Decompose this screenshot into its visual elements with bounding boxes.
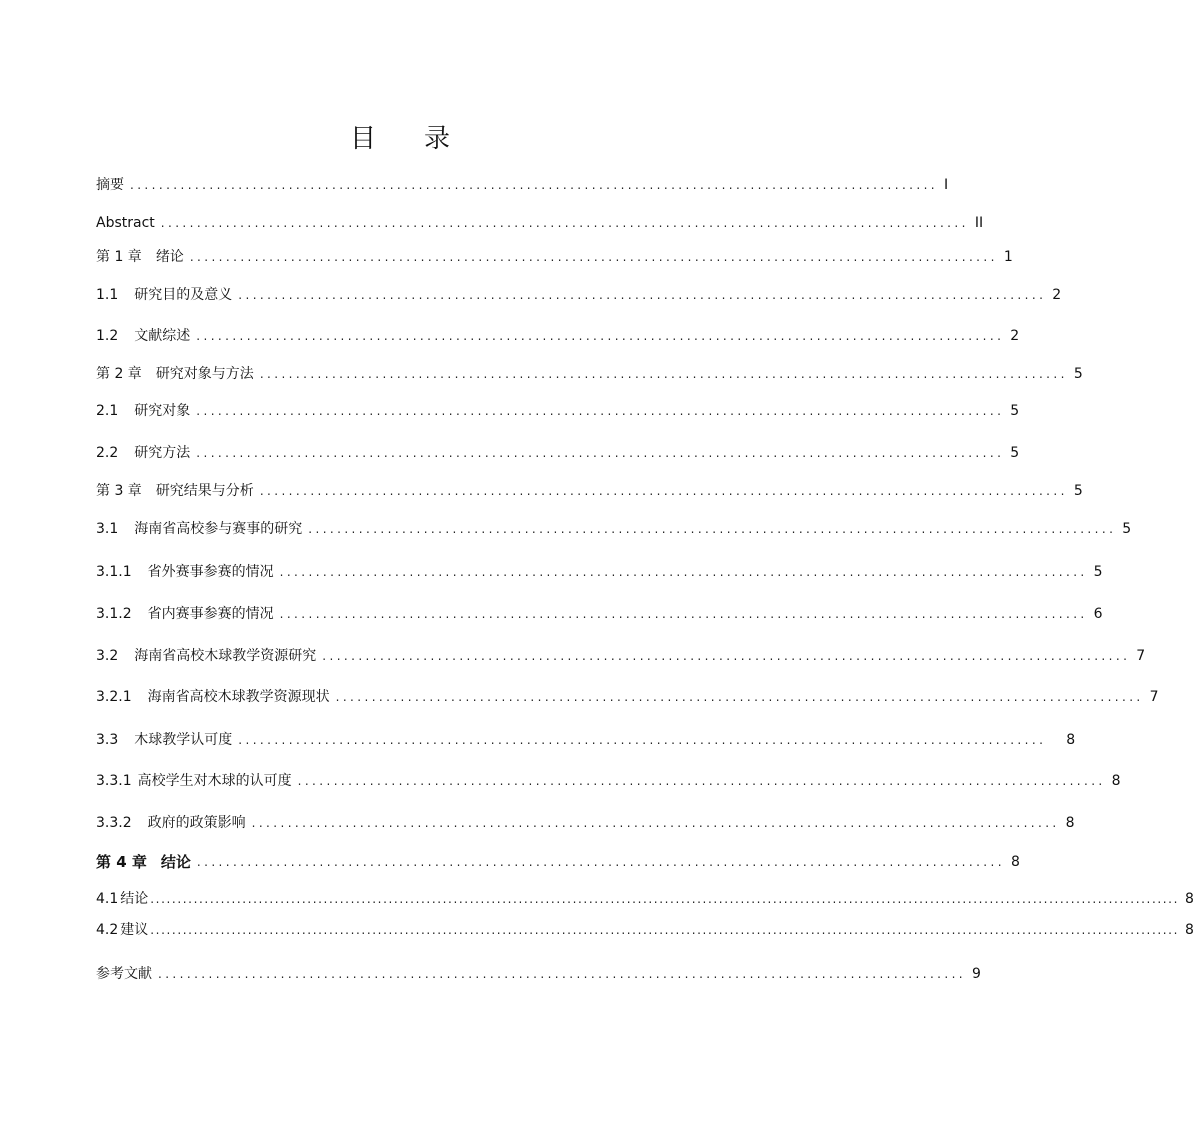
toc-entry-3-2[interactable]: [96, 643, 1146, 665]
toc-entry-text: 文献综述: [134, 328, 191, 344]
toc-entry-1-2[interactable]: [96, 323, 1020, 345]
toc-leader: ..............................................................................................................................................................................................: [150, 892, 1180, 906]
toc-leader: ................................................................................................................: [297, 774, 1106, 788]
toc-leader: ................................................................................................................: [196, 446, 1005, 460]
toc-page-number: 9: [972, 966, 981, 982]
toc-entry-number: 4.2: [96, 922, 119, 938]
toc-leader: ................................................................................................................: [279, 607, 1088, 621]
toc-entry-text: Abstract: [96, 215, 155, 231]
toc-leader: ................................................................................................................: [259, 367, 1068, 381]
toc-entry-text: 高校学生对木球的认可度: [137, 773, 292, 789]
toc-entry-number: 第 1 章: [96, 249, 142, 265]
toc-page-number: II: [974, 215, 984, 231]
toc-entry-3-3-1[interactable]: [96, 768, 1121, 790]
toc-page-number: 2: [1052, 287, 1062, 303]
toc-leader: ................................................................................................................: [335, 690, 1144, 704]
toc-page-number: 5: [1093, 564, 1103, 580]
toc-leader: ................................................................................................................: [158, 967, 967, 981]
toc-entry-text: 绪论: [155, 249, 184, 265]
toc-entry-3-2-1[interactable]: [96, 684, 1159, 706]
toc-page-number: 8: [1185, 922, 1194, 938]
toc-entry-text: 省内赛事参赛的情况: [147, 606, 274, 622]
toc-entry-3-1[interactable]: [96, 516, 1132, 538]
toc-page-number: 6: [1093, 606, 1103, 622]
toc-page-number: 5: [1073, 366, 1083, 382]
toc-entry-number: 3.2.1: [96, 689, 132, 705]
toc-entry-number: 3.1: [96, 521, 119, 537]
toc-entry-text: 研究目的及意义: [134, 287, 233, 303]
toc-entry-text: 结论: [120, 891, 149, 907]
toc-leader: ................................................................................................................: [189, 250, 998, 264]
toc-entry-text: 海南省高校木球教学资源现状: [147, 689, 330, 705]
toc-page-number: I: [944, 177, 949, 193]
toc-leader: ................................................................................................................: [259, 484, 1068, 498]
toc-entry-chapter-3[interactable]: [96, 478, 1083, 500]
toc-entry-number: 第 3 章: [96, 483, 142, 499]
toc-entry-chapter-4[interactable]: [96, 849, 1020, 871]
toc-title-right: 录: [424, 124, 451, 154]
toc-leader: ................................................................................................................: [322, 649, 1131, 663]
toc-title-left: 目: [349, 124, 376, 154]
toc-entry-3-3-2[interactable]: [96, 810, 1075, 832]
toc-leader: ................................................................................................................: [160, 216, 969, 230]
toc-entry-number: 3.3: [96, 732, 119, 748]
toc-leader: ................................................................................................................: [279, 565, 1088, 579]
toc-entry-text: 研究结果与分析: [155, 483, 254, 499]
toc-entry-text: 建议: [120, 922, 149, 938]
toc-entry-text: 研究对象与方法: [155, 366, 254, 382]
toc-entry-1-1[interactable]: [96, 282, 1062, 304]
toc-leader: ................................................................................................................: [196, 404, 1005, 418]
toc-page-number: 5: [1010, 445, 1020, 461]
toc-entry-number: 2.1: [96, 403, 119, 419]
toc-title: [0, 118, 800, 158]
toc-entry-number: 3.3.2: [96, 815, 132, 831]
toc-entry-text: 参考文献: [96, 966, 152, 982]
toc-entry-4-1[interactable]: [96, 886, 1194, 908]
toc-page-number: 8: [1185, 891, 1194, 907]
toc-entry-abstract-en[interactable]: [96, 210, 984, 232]
toc-entry-number: 3.1.2: [96, 606, 132, 622]
toc-entry-2-1[interactable]: [96, 398, 1020, 420]
toc-page-number: 5: [1073, 483, 1083, 499]
toc-page-number: 8: [1010, 854, 1020, 870]
toc-entry-number: 第 4 章: [96, 853, 147, 871]
toc-page-number: 8: [1111, 773, 1121, 789]
toc-entry-text: 海南省高校参与赛事的研究: [134, 521, 303, 537]
toc-entry-chapter-2[interactable]: [96, 361, 1083, 383]
toc-entry-4-2[interactable]: [96, 917, 1194, 939]
toc-page-number: 1: [1003, 249, 1013, 265]
toc-page-number: 5: [1122, 521, 1132, 537]
toc-entry-number: 1.1: [96, 287, 119, 303]
toc-entry-references[interactable]: [96, 961, 981, 983]
toc-page-number: 7: [1149, 689, 1159, 705]
toc-leader: ................................................................................................................: [130, 178, 939, 192]
toc-entry-3-1-2[interactable]: [96, 601, 1103, 623]
toc-entry-number: 3.1.1: [96, 564, 132, 580]
toc-entry-number: 4.1: [96, 891, 119, 907]
toc-entry-text: 研究对象: [134, 403, 191, 419]
toc-entry-number: 3.2: [96, 648, 119, 664]
toc-entry-number: 2.2: [96, 445, 119, 461]
toc-entry-text: 木球教学认可度: [134, 732, 233, 748]
toc-page-number: 2: [1010, 328, 1020, 344]
toc-leader: ................................................................................................................: [196, 329, 1005, 343]
toc-entry-3-3[interactable]: [96, 727, 1076, 749]
toc-entry-text: 研究方法: [134, 445, 191, 461]
toc-entry-text: 海南省高校木球教学资源研究: [134, 648, 317, 664]
toc-entry-abstract-cn[interactable]: [96, 172, 949, 194]
toc-entry-text: 结论: [160, 853, 191, 871]
toc-entry-chapter-1[interactable]: [96, 244, 1013, 266]
toc-leader: ..............................................................................................................................................................................................: [150, 923, 1180, 937]
toc-entry-text: 摘要: [96, 177, 124, 193]
toc-page-number: 7: [1136, 648, 1146, 664]
toc-entry-2-2[interactable]: [96, 440, 1020, 462]
toc-leader: ................................................................................................................: [196, 855, 1005, 869]
toc-leader: ................................................................................................................: [308, 522, 1117, 536]
toc-entry-number: 第 2 章: [96, 366, 142, 382]
toc-page-number: 8: [1066, 732, 1076, 748]
toc-leader: ................................................................................................................: [251, 816, 1060, 830]
toc-entry-3-1-1[interactable]: [96, 559, 1103, 581]
toc-entry-text: 省外赛事参赛的情况: [147, 564, 274, 580]
toc-page-number: 8: [1065, 815, 1075, 831]
toc-leader: ................................................................................................................: [238, 288, 1047, 302]
toc-entry-number: 1.2: [96, 328, 119, 344]
toc-entry-text: 政府的政策影响: [147, 815, 246, 831]
toc-leader: ................................................................................................................: [238, 733, 1047, 747]
toc-entry-number: 3.3.1: [96, 773, 132, 789]
toc-page-number: 5: [1010, 403, 1020, 419]
